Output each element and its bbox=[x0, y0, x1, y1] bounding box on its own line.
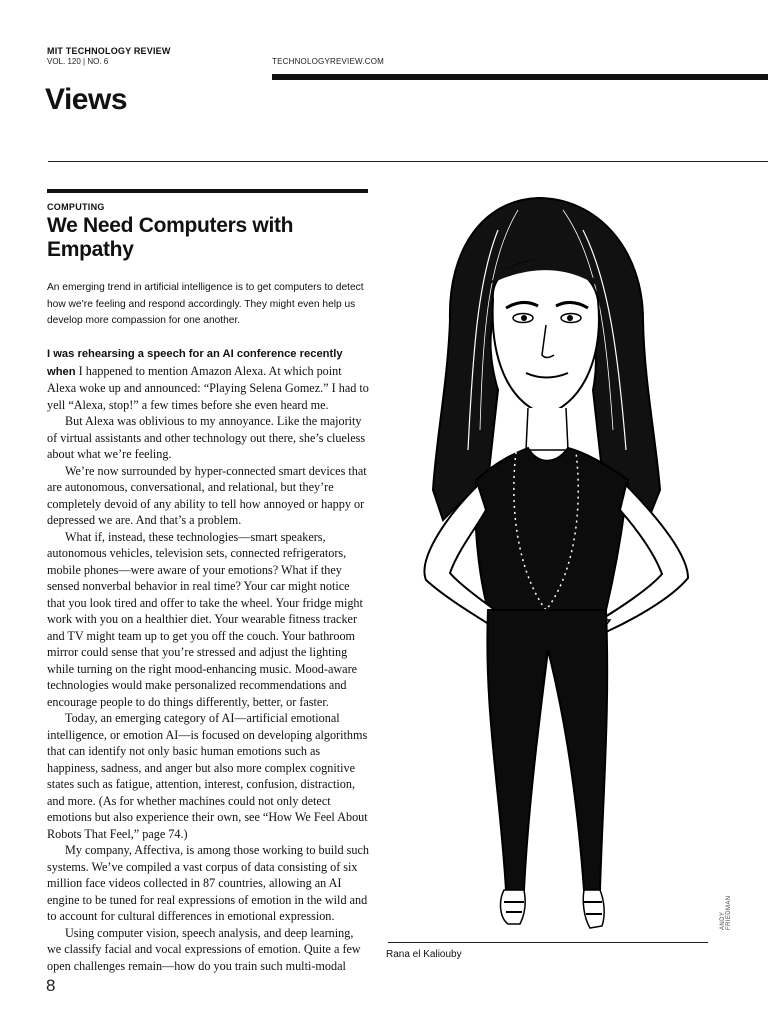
body-paragraph: But Alexa was oblivious to my annoyance. Like the majority of virtual assistants and other technology out there, she’s clueless about what we’re feeling. bbox=[47, 414, 366, 461]
body-paragraph: Using computer vision, speech analysis, and deep learning, we classify facial and vocal expressions of emotion. Quite a few open challenges remain—how do you train such multi-modal bbox=[47, 925, 361, 973]
article-body bbox=[47, 345, 369, 974]
masthead-title: MIT TECHNOLOGY REVIEW bbox=[47, 46, 171, 56]
body-paragraph bbox=[47, 345, 369, 413]
legs bbox=[487, 610, 607, 890]
lead-in: I was rehearsing a speech for an AI conference recently when bbox=[47, 348, 343, 378]
page-number: 8 bbox=[46, 976, 56, 995]
illustration-credit: ANDY FRIEDMAN bbox=[720, 895, 732, 930]
dress bbox=[475, 448, 628, 610]
top-rule bbox=[272, 74, 768, 80]
caption-rule bbox=[388, 942, 708, 943]
article-dek: An emerging trend in artificial intelligence is to get computers to detect how we’re feeling and respond accordingly. They might even help us develop more compassion for one another. bbox=[47, 282, 364, 326]
section-divider bbox=[48, 161, 768, 162]
masthead-site: TECHNOLOGYREVIEW.COM bbox=[272, 57, 385, 66]
right-shoe bbox=[583, 890, 604, 928]
masthead-issue: VOL. 120 | NO. 6 bbox=[47, 57, 109, 66]
body-paragraph: Today, an emerging category of AI—artificial emotional intelligence, or emotion AI—is focused on developing algorithms that can identify not only basic human emotions such as happiness, sadness, and anger but also more complex cognitive states such as fatigue, attention, interest, confusion, distraction, and more. (As for whether machines could not only detect emotions but also experience their own, see “How We Feel About Robots That Feel,” page 74.) bbox=[47, 711, 368, 841]
face bbox=[493, 261, 599, 415]
figure-caption: Rana el Kaliouby bbox=[386, 949, 462, 960]
left-shoe bbox=[501, 890, 526, 924]
first-paragraph-text: I happened to mention Amazon Alexa. At which point Alexa woke up and announced: “Playing Selena Gomez.” I had to yell “Alexa, stop!” a few times before she even heard me. bbox=[47, 363, 369, 412]
body-paragraph: We’re now surrounded by hyper-connected smart devices that are autonomous, conversational, and relational, but they’re completely devoid of any ability to tell how annoyed or happy or depressed we are. And that’s a problem. bbox=[47, 463, 367, 527]
portrait-illustration bbox=[388, 190, 728, 940]
article-rule bbox=[47, 189, 368, 193]
section-title: Views bbox=[45, 83, 128, 116]
body-paragraph: My company, Affectiva, is among those working to build such systems. We’ve compiled a vast corpus of data consisting of six million face videos collected in 87 countries, allowing an AI engine to be tuned for real expressions of emotion in the wild and to account for cultural differences in emotional expression. bbox=[47, 843, 369, 923]
article-kicker: COMPUTING bbox=[47, 202, 105, 212]
article-headline: We Need Computers with Empathy bbox=[47, 214, 294, 261]
body-paragraph: What if, instead, these technologies—smart speakers, autonomous vehicles, television sets, connected refrigerators, mobile phones—were aware of your emotions? What if they sensed nonverbal behavior in real time? Your car might notice that you look tired and offer to take the wheel. Your fridge might work with you on a healthier diet. Your wearable fitness tracker and TV might team up to get you off the couch. Your bathroom mirror could sense that you’re stressed and adjust the lighting while turning on the right mood-enhancing music. Mood-aware technologies would make personalized recommendations and encourage people to do things differently, better, or faster. bbox=[47, 529, 363, 709]
